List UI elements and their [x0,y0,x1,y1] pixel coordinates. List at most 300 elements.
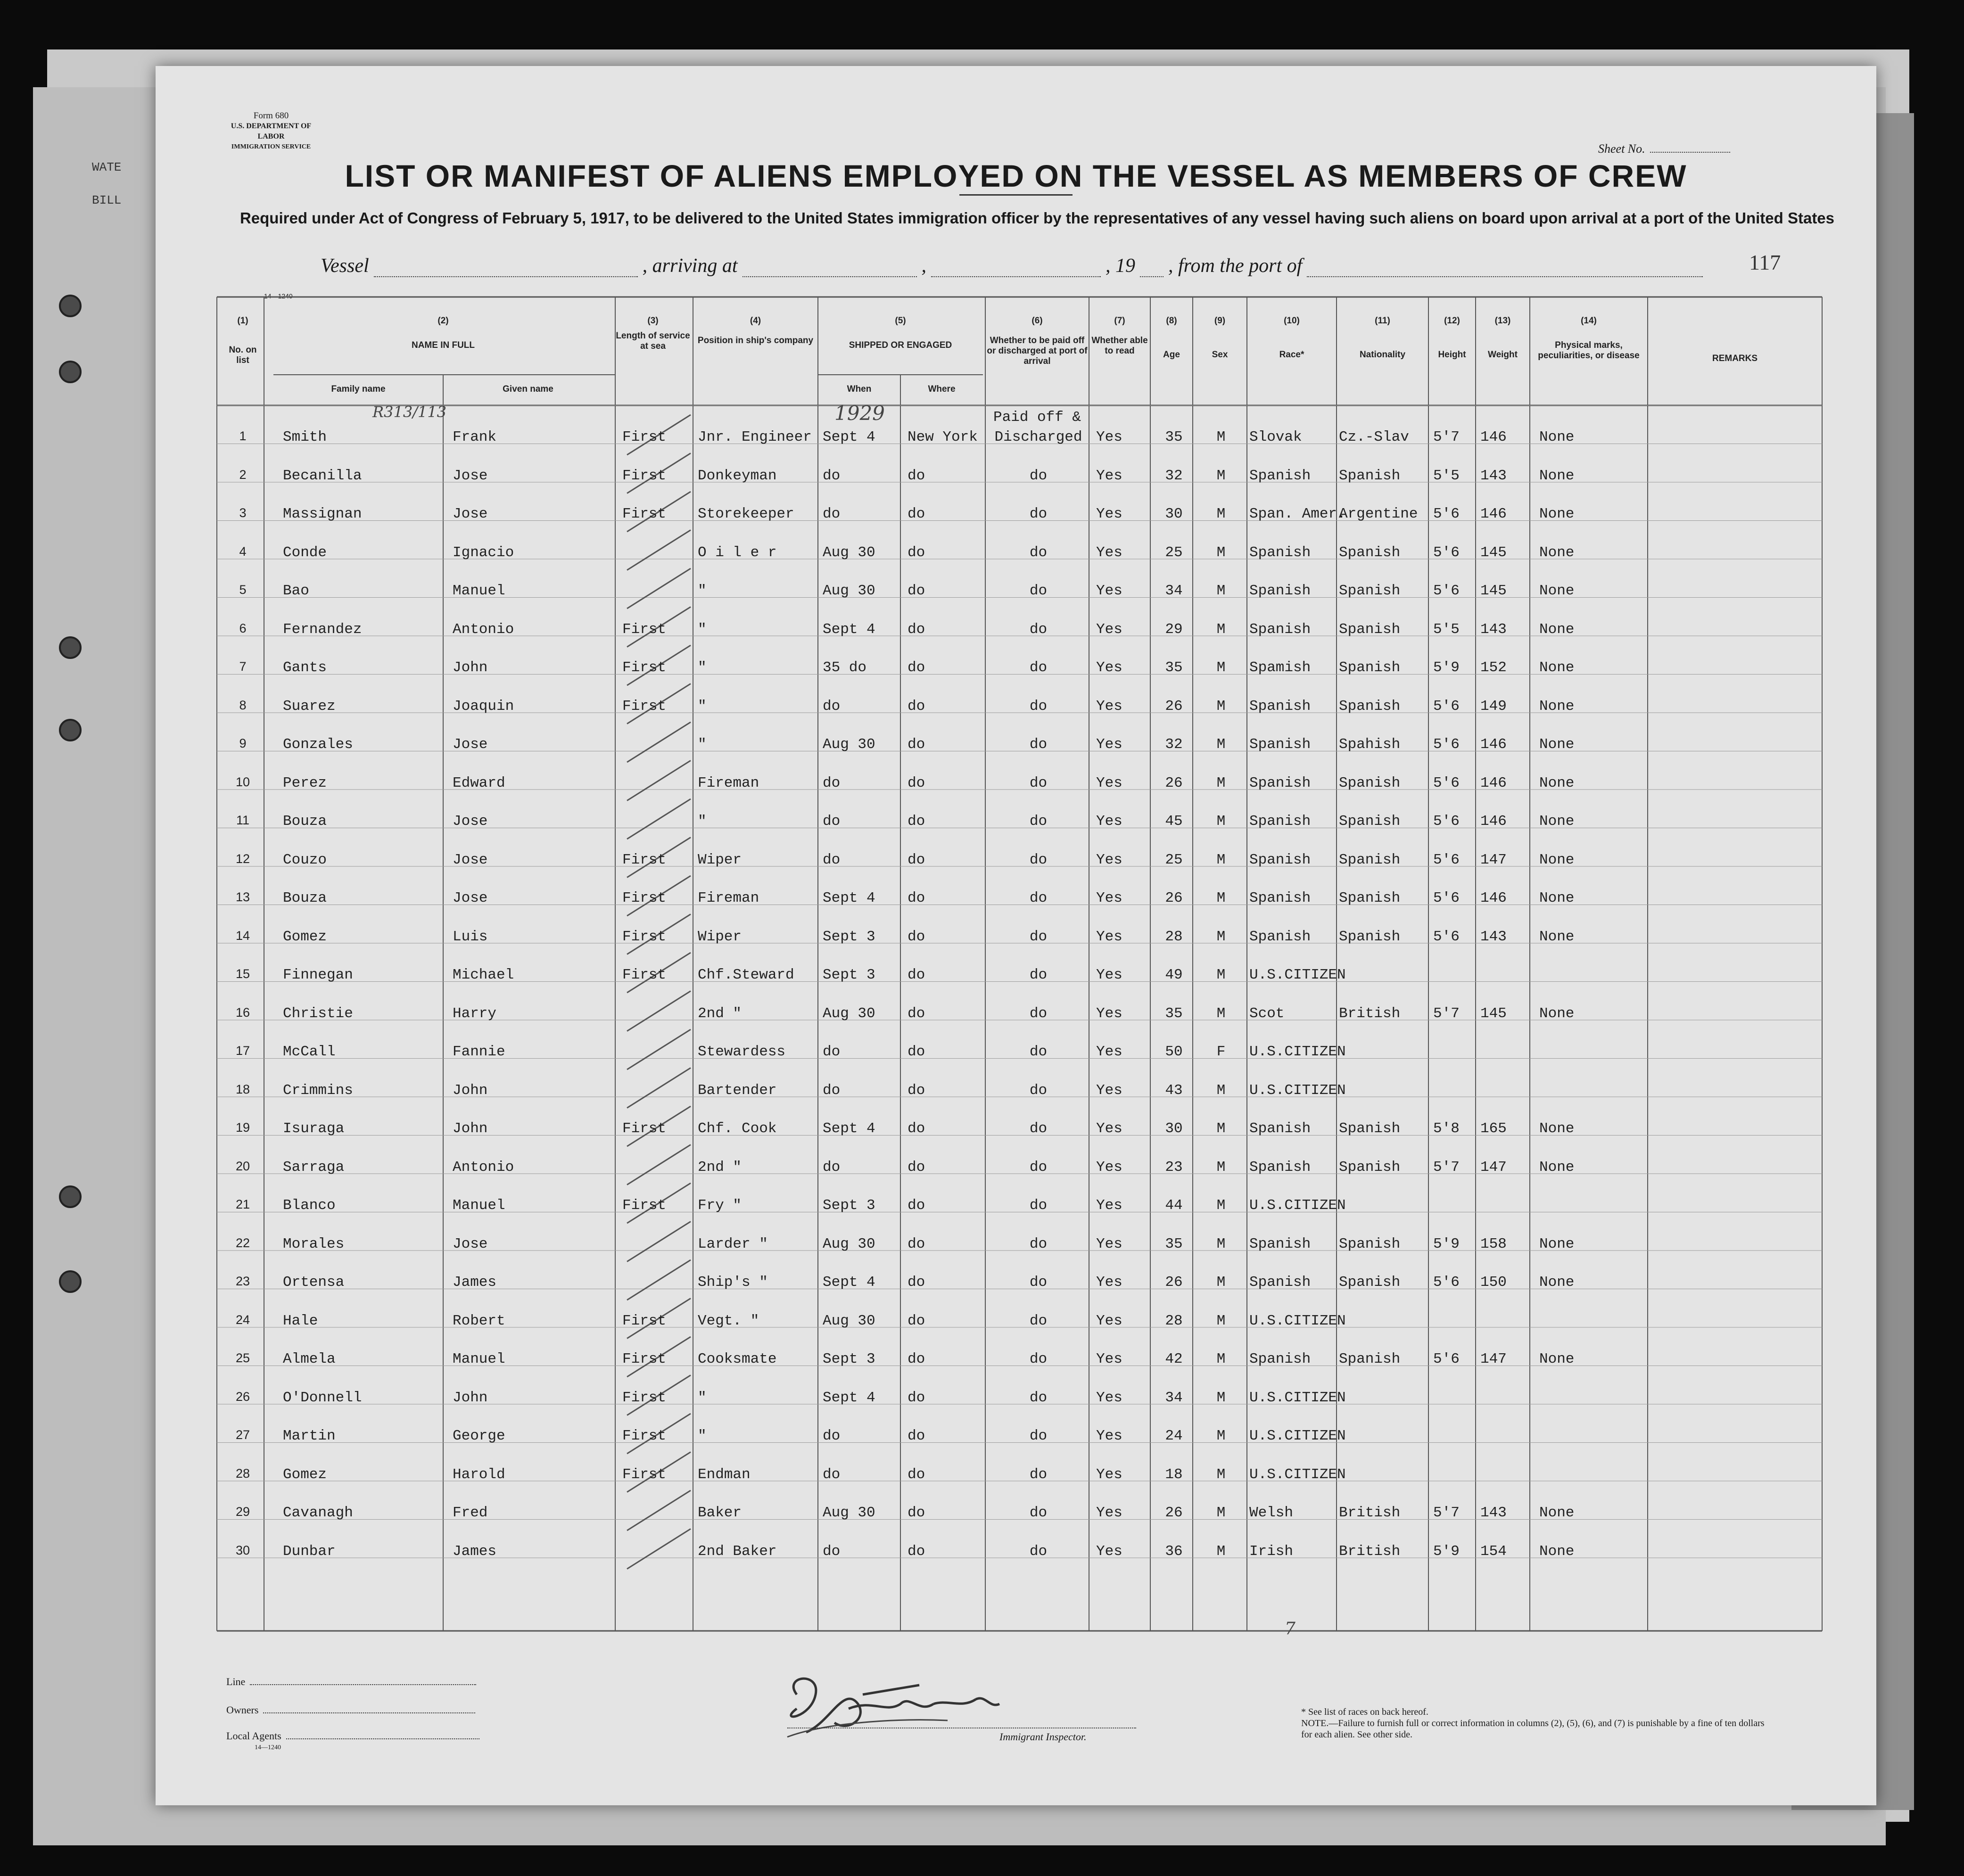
cell-read: Yes [1096,1428,1122,1444]
cell-service: First [622,698,667,715]
cell-age: 35 [1165,659,1183,676]
remarks-header: REMARKS [1712,354,1758,363]
cell-no: 21 [235,1197,250,1211]
cell-service: First [622,1466,667,1483]
cell-given: Antonio [453,621,514,638]
cell-paid: do [1029,506,1048,522]
cell-where: do [908,1082,925,1099]
cell-marks: None [1539,1543,1575,1560]
cell-no: 4 [239,544,247,559]
cell-weight: 146 [1480,429,1507,445]
cell-where: do [908,1428,925,1444]
col-9-header: (9) Sex [1212,316,1228,360]
service-slash-mark [627,568,691,609]
cell-paid: do [1029,1159,1048,1176]
cell-height: 5'5 [1433,467,1460,484]
service-slash-mark [627,1145,691,1185]
cell-family: Bao [283,583,309,599]
cell-paid: do [1029,583,1048,599]
cell-no: 10 [235,774,250,789]
cell-service: First [622,967,667,983]
cell-nationality: Spanish [1339,1351,1401,1367]
cell-read: Yes [1096,1466,1122,1483]
cell-age: 25 [1165,851,1183,868]
cell-weight: 143 [1480,1505,1507,1521]
cell-sex: M [1216,1389,1226,1406]
cell-given: Jose [453,890,488,906]
cell-given: Harry [453,1005,497,1022]
cell-age: 26 [1165,1274,1183,1291]
col-4-header: (4) Position in ship's company [697,316,814,346]
cell-family: Gonzales [283,736,353,753]
cell-race: Slovak [1249,429,1302,445]
cell-read: Yes [1096,506,1122,522]
cell-age: 28 [1165,1312,1183,1329]
cell-sex: M [1216,1159,1226,1176]
cell-when: 35 do [823,659,867,676]
cell-race: Spanish [1249,774,1311,791]
cell-no: 27 [235,1428,250,1442]
title-rule [959,194,1073,196]
cell-sex: M [1216,928,1226,945]
cell-given: Jose [453,1235,488,1252]
cell-when: Aug 30 [823,583,875,599]
cell-family: Conde [283,544,327,561]
cell-age: 49 [1165,967,1183,983]
cell-race: Spanish [1249,1159,1311,1176]
cell-service: First [622,506,667,522]
page-subtitle: Required under Act of Congress of February 5, 1917, to be delivered to the United States immigration officer by the representatives of any vessel having such aliens on board upon arrival at a port of the United States [239,209,1835,227]
handwritten-year: 1929 [834,402,885,425]
cell-read: Yes [1096,813,1122,830]
cell-where: do [908,1120,925,1137]
cell-where: do [908,1312,925,1329]
cell-where: do [908,1159,925,1176]
cell-family: Martin [283,1428,336,1444]
form-header [217,111,325,152]
cell-read: Yes [1096,1159,1122,1176]
cell-paid: do [1029,1351,1048,1367]
cell-marks: None [1539,928,1575,945]
cell-weight: 143 [1480,621,1507,638]
cell-when: Aug 30 [823,736,875,753]
cell-family: Bouza [283,890,327,906]
cell-family: Couzo [283,851,327,868]
cell-when: Sept 3 [823,1197,875,1214]
cell-no: 25 [235,1351,250,1365]
cell-race: U.S.CITIZEN [1249,1197,1346,1214]
cell-family: Cavanagh [283,1505,353,1521]
cell-read: Yes [1096,1543,1122,1560]
cell-position: " [698,698,707,715]
cell-marks: None [1539,1235,1575,1252]
cell-no: 11 [236,813,250,827]
cell-marks: None [1539,1120,1575,1137]
cell-where: do [908,928,925,945]
cell-age: 26 [1165,890,1183,906]
cell-paid: do [1029,621,1048,638]
cell-read: Yes [1096,1082,1122,1099]
cell-race: Spamish [1249,659,1311,676]
cell-where: do [908,1005,925,1022]
cell-where: do [908,967,925,983]
cell-age: 35 [1165,1235,1183,1252]
col-8-header: (8) Age [1163,316,1180,360]
cell-paid: do [1029,890,1048,906]
cell-nationality: British [1339,1505,1401,1521]
cell-race: U.S.CITIZEN [1249,1389,1346,1406]
cell-race: Spanish [1249,1274,1311,1291]
cell-paid: do [1029,1505,1048,1521]
cell-weight: 154 [1480,1543,1507,1560]
cell-family: Suarez [283,698,336,715]
cell-age: 23 [1165,1159,1183,1176]
cell-height: 5'6 [1433,1274,1460,1291]
cell-where: do [908,659,925,676]
cell-given: Jose [453,851,488,868]
cell-age: 18 [1165,1466,1183,1483]
cell-where: do [908,1543,925,1560]
cell-race: U.S.CITIZEN [1249,1044,1346,1060]
cell-race: Spanish [1249,467,1311,484]
cell-read: Yes [1096,1389,1122,1406]
cell-paid: do [1029,1312,1048,1329]
cell-when: Sept 4 [823,429,875,445]
cell-marks: None [1539,467,1575,484]
cell-no: 24 [235,1312,250,1327]
cell-race: Spanish [1249,851,1311,868]
cell-sex: M [1216,1312,1226,1329]
cell-family: Crimmins [283,1082,353,1099]
cell-height: 5'7 [1433,429,1460,445]
cell-where: do [908,544,925,561]
cell-family: Isuraga [283,1120,345,1137]
col-14-header: (14) Physical marks, peculiarities, or disease [1538,316,1640,361]
cell-family: Perez [283,774,327,791]
footnotes [1301,1706,1773,1740]
cell-read: Yes [1096,429,1122,445]
cell-family: O'Donnell [283,1389,362,1406]
cell-sex: M [1216,967,1226,983]
local-agents-label: Local Agents [226,1730,484,1742]
form-number: Form 680 [253,111,289,121]
cell-position: 2nd " [698,1005,742,1022]
col-13-header: (13) Weight [1488,316,1518,360]
cell-marks: None [1539,621,1575,638]
cell-position: Fireman [698,774,759,791]
page-title: LIST OR MANIFEST OF ALIENS EMPLOYED ON THE VESSEL AS MEMBERS OF CREW [345,158,1687,193]
cell-read: Yes [1096,890,1122,906]
cell-sex: M [1216,1082,1226,1099]
cell-service: First [622,851,667,868]
cell-marks: None [1539,1274,1575,1291]
cell-family: Morales [283,1235,345,1252]
col-12-header: (12) Height [1438,316,1466,360]
cell-paid: do [1029,813,1048,830]
cell-sex: M [1216,583,1226,599]
cell-family: Hale [283,1312,318,1329]
cell-read: Yes [1096,467,1122,484]
cell-paid: do [1029,736,1048,753]
cell-paid: do [1029,1428,1048,1444]
cell-sex: M [1216,1428,1226,1444]
cell-age: 26 [1165,774,1183,791]
cell-sex: M [1216,1235,1226,1252]
cell-service: First [622,429,667,445]
cell-service: First [622,1389,667,1406]
cell-read: Yes [1096,1044,1122,1060]
cell-position: Vegt. " [698,1312,759,1329]
agents-code: 14—1240 [255,1744,281,1751]
cell-given: James [453,1543,497,1560]
cell-when: Sept 3 [823,928,875,945]
cell-read: Yes [1096,583,1122,599]
cell-family: Bouza [283,813,327,830]
cell-position: Donkeyman [698,467,777,484]
cell-given: Luis [453,928,488,945]
cell-paid: do [1029,774,1048,791]
cell-sex: M [1216,621,1226,638]
edge-text-2: BILL [92,193,122,207]
cell-when: Aug 30 [823,1235,875,1252]
cell-race: Span. Amer. [1249,506,1346,522]
col-1-header: (1) No. on list [229,316,257,365]
cell-nationality: British [1339,1005,1401,1022]
cell-marks: None [1539,736,1575,753]
cell-when: do [823,1044,841,1060]
cell-paid: do [1029,1120,1048,1137]
cell-no: 19 [235,1120,250,1135]
cell-family: Finnegan [283,967,353,983]
cell-when: Sept 4 [823,621,875,638]
cell-given: Jose [453,506,488,522]
cell-family: Gomez [283,928,327,945]
cell-sex: M [1216,1197,1226,1214]
cell-weight: 149 [1480,698,1507,715]
handwritten-number: 117 [1749,250,1781,274]
family-name-header: Family name [331,384,386,394]
cell-no: 14 [235,928,250,943]
cell-read: Yes [1096,1005,1122,1022]
cell-service: First [622,1312,667,1329]
cell-nationality: Spanish [1339,928,1401,945]
cell-weight: 158 [1480,1235,1507,1252]
cell-marks: None [1539,506,1575,522]
cell-sex: M [1216,1005,1226,1022]
cell-age: 34 [1165,583,1183,599]
cell-height: 5'6 [1433,851,1460,868]
cell-race: Spanish [1249,1235,1311,1252]
cell-where: do [908,813,925,830]
cell-height: 5'7 [1433,1159,1460,1176]
cell-age: 30 [1165,506,1183,522]
cell-nationality: Spanish [1339,774,1401,791]
service-slash-mark [627,799,691,839]
cell-race: Spanish [1249,1351,1311,1367]
cell-paid: do [1029,467,1048,484]
cell-marks: None [1539,1351,1575,1367]
cell-position: Endman [698,1466,751,1483]
cell-given: Frank [453,429,497,445]
cell-paid: do [1029,928,1048,945]
cell-read: Yes [1096,1351,1122,1367]
cell-marks: None [1539,698,1575,715]
cell-family: Ortensa [283,1274,345,1291]
service-slash-mark [627,1490,691,1530]
cell-given: Antonio [453,1159,514,1176]
cell-position: Chf.Steward [698,967,794,983]
cell-race: U.S.CITIZEN [1249,1082,1346,1099]
cell-marks: None [1539,1159,1575,1176]
cell-height: 5'9 [1433,1235,1460,1252]
cell-nationality: Spanish [1339,1235,1401,1252]
cell-read: Yes [1096,736,1122,753]
cell-race: U.S.CITIZEN [1249,967,1346,983]
arriving-label: , arriving at [642,255,738,277]
file-reference: R313/113 [372,403,447,421]
cell-given: John [453,1120,488,1137]
service-slash-mark [627,1029,691,1070]
service-slash-mark [627,530,691,570]
cell-no: 8 [239,698,247,712]
cell-sex: M [1216,429,1226,445]
cell-position: " [698,659,707,676]
cell-height: 5'6 [1433,544,1460,561]
cell-position: " [698,621,707,638]
cell-sex: M [1216,736,1226,753]
cell-no: 17 [235,1044,250,1058]
cell-family: Blanco [283,1197,336,1214]
cell-where: do [908,1505,925,1521]
cell-height: 5'6 [1433,583,1460,599]
cell-when: do [823,1159,841,1176]
cell-when: do [823,1466,841,1483]
cell-paid: do [1029,851,1048,868]
cell-paid: do [1029,1235,1048,1252]
cell-weight: 143 [1480,928,1507,945]
cell-position: Cooksmate [698,1351,777,1367]
year-label: , 19 [1106,255,1135,277]
cell-height: 5'5 [1433,621,1460,638]
cell-marks: None [1539,774,1575,791]
cell-position: Baker [698,1505,742,1521]
cell-weight: 146 [1480,774,1507,791]
cell-where: do [908,698,925,715]
cell-race: Irish [1249,1543,1294,1560]
cell-family: Smith [283,429,327,445]
cell-when: Aug 30 [823,1005,875,1022]
cell-read: Yes [1096,544,1122,561]
cell-sex: M [1216,698,1226,715]
cell-given: George [453,1428,505,1444]
cell-paid: do [1029,544,1048,561]
cell-weight: 146 [1480,813,1507,830]
col-10-header: (10) Race* [1279,316,1304,360]
cell-race: Spanish [1249,928,1311,945]
cell-read: Yes [1096,1312,1122,1329]
penalty-note: NOTE.—Failure to furnish full or correct information in columns (2), (5), (6), and (7) is punishable by a fine of ten dollars for each alien. See other side. [1301,1718,1765,1740]
cell-race: Spanish [1249,813,1311,830]
cell-nationality: Spanish [1339,467,1401,484]
cell-family: Dunbar [283,1543,336,1560]
cell-nationality: Spanish [1339,583,1401,599]
cell-sex: M [1216,1543,1226,1560]
cell-sex: M [1216,1351,1226,1367]
cell-age: 35 [1165,429,1183,445]
sheet-number-label: Sheet No. [1598,141,1735,156]
cell-when: Aug 30 [823,544,875,561]
cell-sex: M [1216,1466,1226,1483]
cell-where: do [908,621,925,638]
cell-race: Spanish [1249,736,1311,753]
cell-race: Spanish [1249,544,1311,561]
cell-height: 5'6 [1433,890,1460,906]
cell-weight: 143 [1480,467,1507,484]
cell-age: 50 [1165,1044,1183,1060]
cell-age: 36 [1165,1543,1183,1560]
cell-no: 20 [235,1159,250,1173]
cell-where: do [908,851,925,868]
cell-position: Fry " [698,1197,742,1214]
cell-paid: do [1029,1543,1048,1560]
where-header: Where [928,384,956,394]
cell-paid: do [1029,1082,1048,1099]
col-7-header: (7) Whether able to read [1091,316,1148,356]
cell-where: do [908,1044,925,1060]
service-slash-mark [627,1260,691,1300]
from-port-label: , from the port of [1168,255,1303,277]
col-3-header: (3) Length of service at sea [616,316,690,351]
cell-sex: M [1216,544,1226,561]
cell-given: Jose [453,467,488,484]
cell-read: Yes [1096,928,1122,945]
cell-read: Yes [1096,659,1122,676]
cell-height: 5'9 [1433,1543,1460,1560]
cell-height: 5'6 [1433,736,1460,753]
cell-weight: 145 [1480,544,1507,561]
cell-marks: None [1539,583,1575,599]
cell-sex: M [1216,467,1226,484]
cell-paid: do [1029,1389,1048,1406]
cell-marks: None [1539,659,1575,676]
cell-age: 43 [1165,1082,1183,1099]
cell-family: Christie [283,1005,353,1022]
cell-read: Yes [1096,621,1122,638]
cell-weight: 145 [1480,1005,1507,1022]
cell-when: do [823,813,841,830]
cell-marks: None [1539,851,1575,868]
form-department: U.S. DEPARTMENT OF LABOR [231,122,312,140]
cell-position: 2nd Baker [698,1543,777,1560]
cell-position: O i l e r [698,544,777,561]
cell-position: " [698,1389,707,1406]
cell-read: Yes [1096,698,1122,715]
cell-height: 5'9 [1433,659,1460,676]
cell-sex: M [1216,890,1226,906]
cell-where: do [908,1466,925,1483]
cell-read: Yes [1096,967,1122,983]
cell-no: 2 [239,467,247,482]
cell-height: 5'6 [1433,698,1460,715]
cell-nationality: Spanish [1339,1159,1401,1176]
cell-given: Michael [453,967,514,983]
cell-no: 29 [235,1505,250,1519]
cell-age: 29 [1165,621,1183,638]
cell-given: Jose [453,813,488,830]
cell-family: Sarraga [283,1159,345,1176]
inspector-label: Immigrant Inspector. [999,1731,1087,1743]
cell-race: Spanish [1249,698,1311,715]
